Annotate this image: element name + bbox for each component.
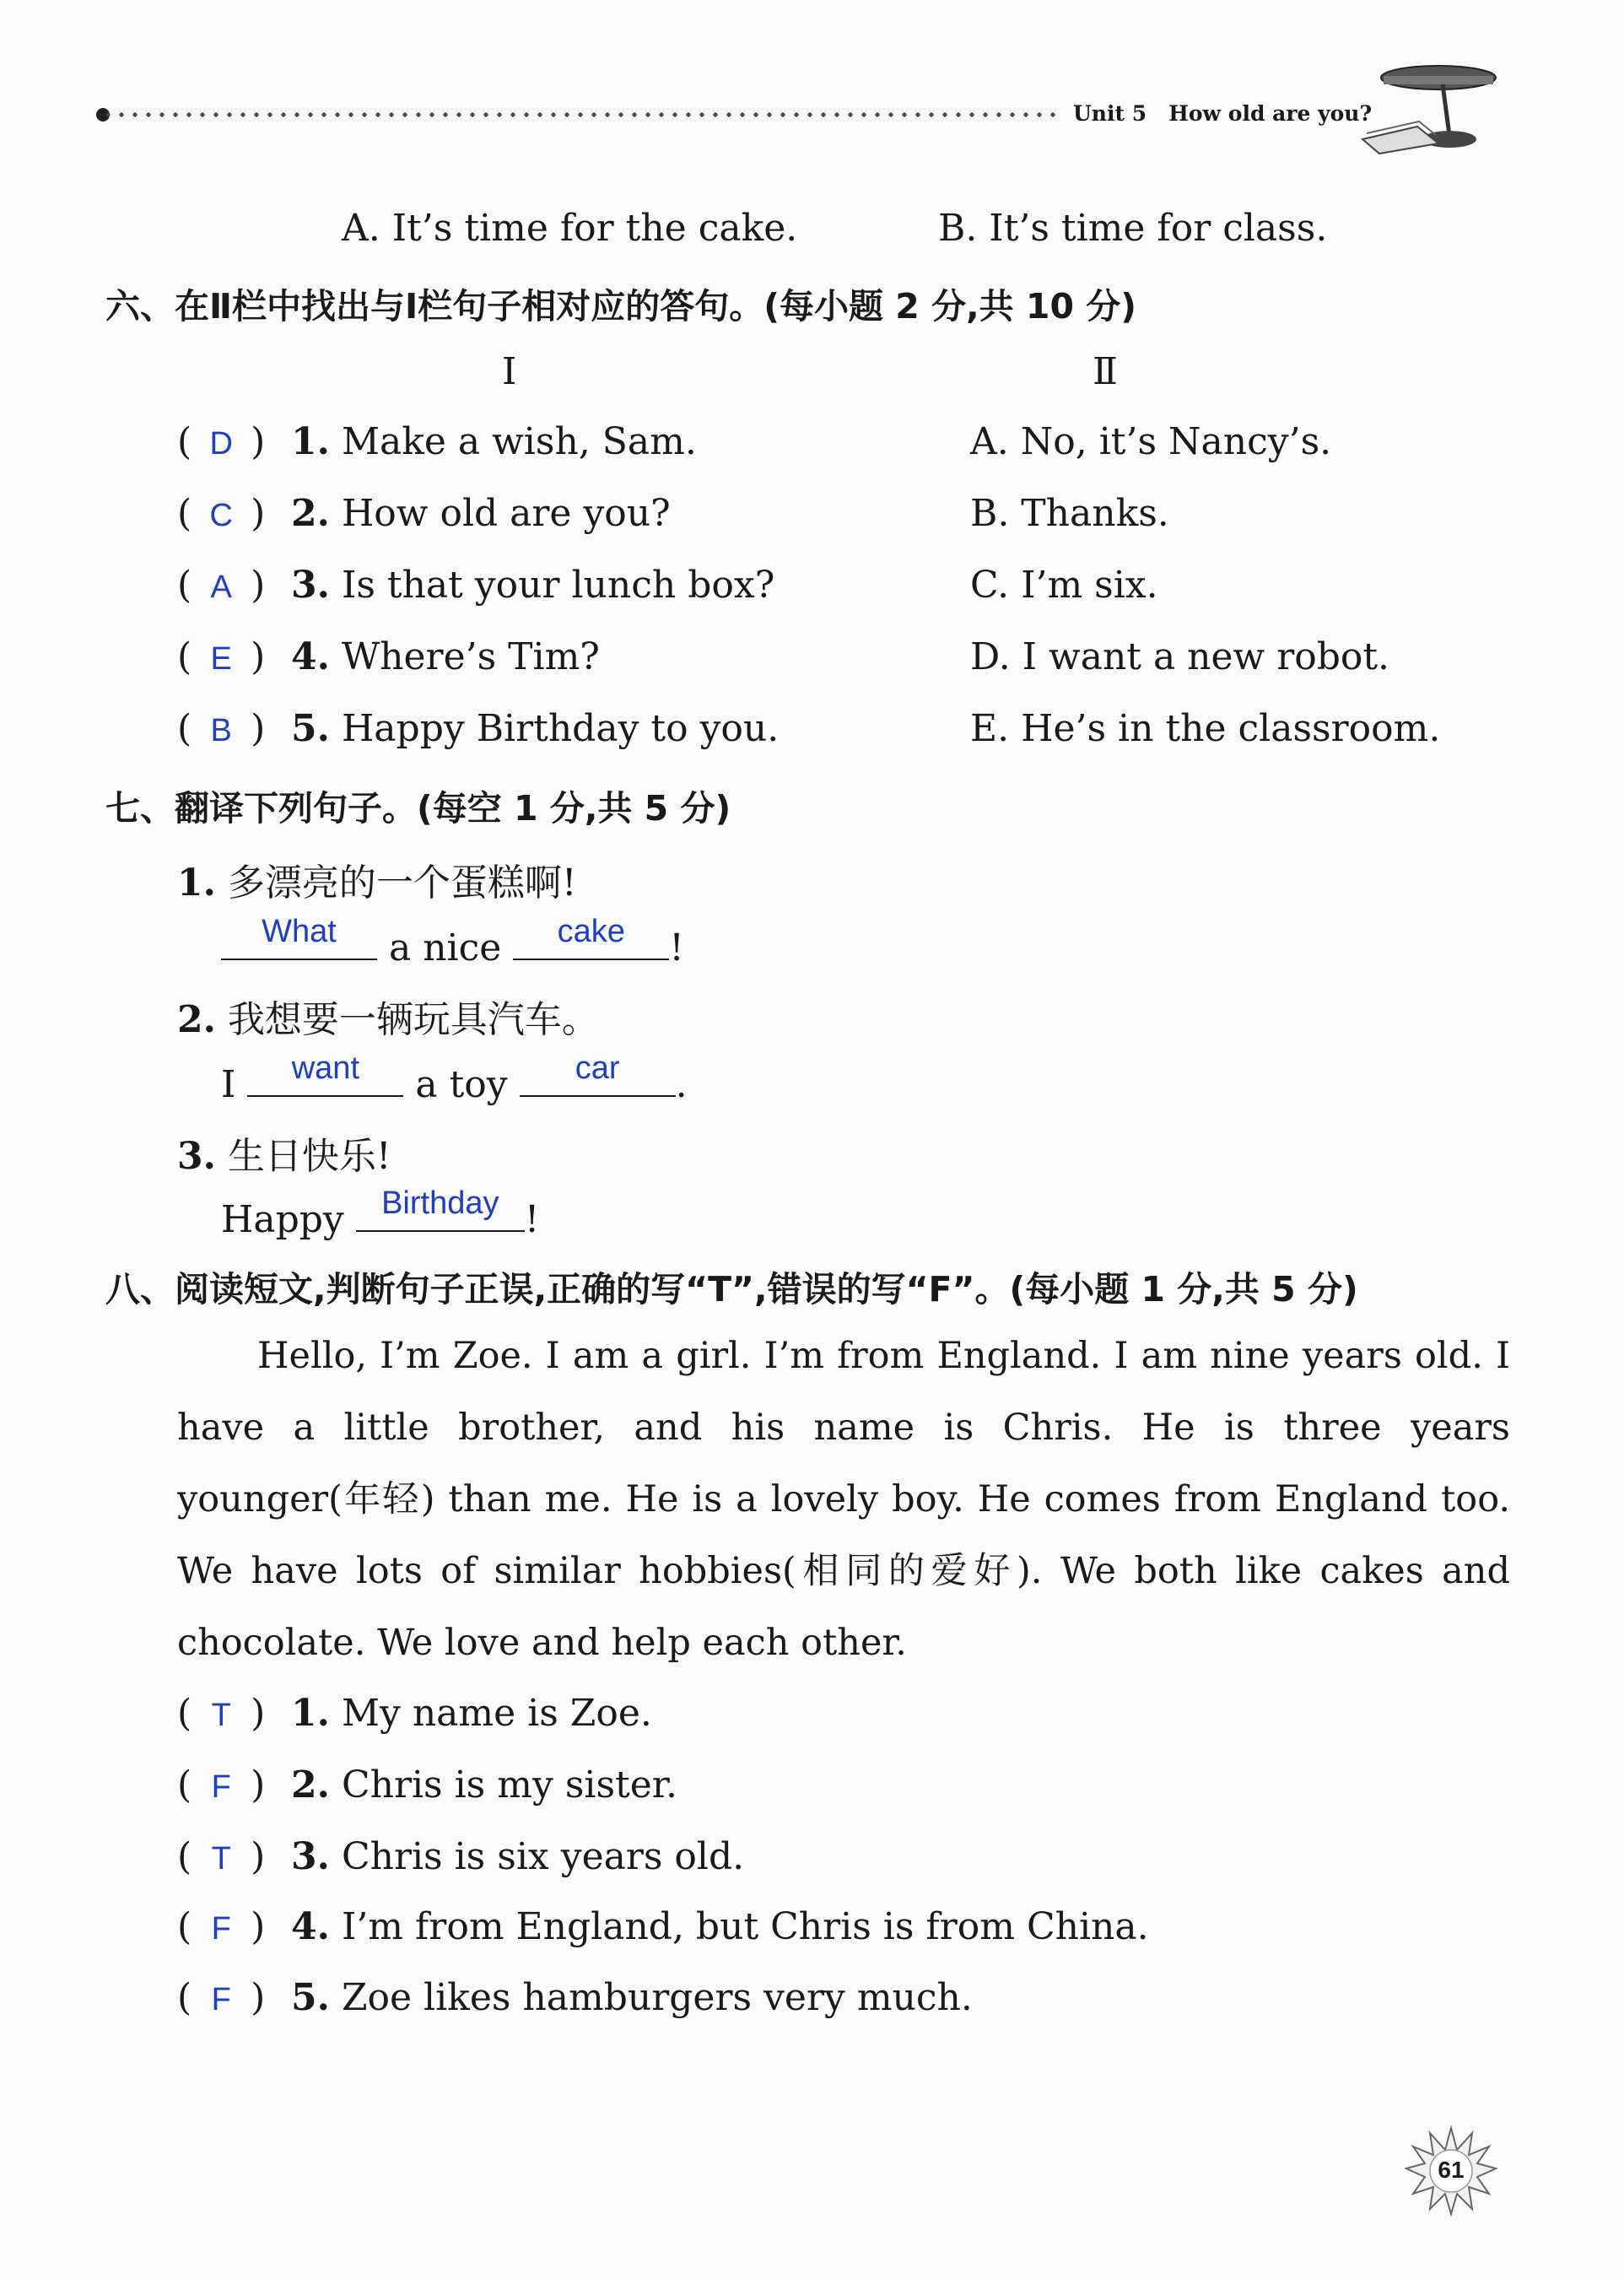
blank <box>221 914 377 960</box>
blank <box>513 914 669 960</box>
option-a: A. No, it’s Nancy’s. <box>970 420 1332 463</box>
answer-mark: Birthday <box>381 1185 499 1221</box>
answer-mark: F <box>211 1769 231 1805</box>
unit-title: How old are you? <box>1168 101 1373 126</box>
header-dotted-rule <box>101 111 1063 118</box>
answer-mark: B <box>210 713 232 748</box>
judgement-item-1: ( T ) 1. My name is Zoe. <box>177 1692 652 1735</box>
answer-mark: F <box>211 1982 231 2017</box>
page-number-badge <box>1405 2125 1497 2217</box>
translation-prompt-2: 2. 我想要一辆玩具汽车。 <box>177 998 599 1041</box>
option-c: C. I’m six. <box>970 564 1158 607</box>
answer-mark: C <box>209 498 233 533</box>
blank <box>356 1185 525 1232</box>
matching-item-4: ( E ) 4. Where’s Tim? <box>177 635 600 678</box>
judgement-item-4: ( F ) 4. I’m from England, but Chris is from China. <box>177 1905 1149 1948</box>
translation-prompt-3: 3. 生日快乐! <box>177 1135 391 1178</box>
column-1-header: Ⅰ <box>502 350 517 393</box>
judgement-item-3: ( T ) 3. Chris is six years old. <box>177 1835 745 1878</box>
reading-passage: Hello, I’m Zoe. I am a girl. I’m from England. I am nine years old. I have a little brother, and his name is Chris. He is three years younger(年轻) than me. He is a lovely boy. He comes from England too. We have lots of similar hobbies(相同的爱好). We both like cakes and chocolate. We love and help each other. <box>177 1335 1510 1664</box>
carryover-option-a: A. It’s time for the cake. <box>342 207 798 250</box>
answer-mark: F <box>211 1911 231 1947</box>
section6-title: 六、在Ⅱ栏中找出与Ⅰ栏句子相对应的答句。(每小题 2 分,共 10 分) <box>105 286 1136 327</box>
option-e: E. He’s in the classroom. <box>970 707 1441 750</box>
matching-item-1: ( D ) 1. Make a wish, Sam. <box>177 420 697 463</box>
translation-answer-1: What a nice cake ! <box>221 921 684 969</box>
blank <box>247 1050 403 1097</box>
option-d: D. I want a new robot. <box>970 635 1390 678</box>
answer-mark: want <box>291 1050 360 1086</box>
translation-prompt-1: 1. 多漂亮的一个蛋糕啊! <box>177 861 577 905</box>
answer-mark: T <box>211 1841 231 1877</box>
desk-lamp-icon <box>1358 59 1506 160</box>
answer-mark: car <box>575 1050 620 1086</box>
column-2-header: Ⅱ <box>1093 350 1118 393</box>
answer-mark: A <box>210 570 232 605</box>
judgement-item-2: ( F ) 2. Chris is my sister. <box>177 1763 677 1806</box>
answer-mark: E <box>210 641 232 677</box>
translation-answer-3: Happy Birthday ! <box>221 1185 540 1241</box>
section8-title: 八、阅读短文,判断句子正误,正确的写“T”,错误的写“F”。(每小题 1 分,共 5 分) <box>105 1269 1358 1310</box>
page-number: 61 <box>1438 2157 1465 2183</box>
matching-item-5: ( B ) 5. Happy Birthday to you. <box>177 707 780 750</box>
matching-item-3: ( A ) 3. Is that your lunch box? <box>177 564 775 607</box>
option-b: B. Thanks. <box>970 492 1169 535</box>
unit-heading <box>1073 101 1372 126</box>
carryover-option-b: B. It’s time for class. <box>938 207 1328 250</box>
section7-title: 七、翻译下列句子。(每空 1 分,共 5 分) <box>105 788 731 829</box>
answer-mark: What <box>262 914 337 949</box>
answer-mark: T <box>211 1698 231 1733</box>
matching-item-2: ( C ) 2. How old are you? <box>177 492 671 535</box>
blank <box>520 1050 676 1097</box>
answer-mark: cake <box>557 914 625 949</box>
translation-answer-2: I want a toy car . <box>221 1050 688 1106</box>
answer-mark: D <box>209 426 233 462</box>
unit-label: Unit 5 <box>1073 101 1147 126</box>
judgement-item-5: ( F ) 5. Zoe likes hamburgers very much. <box>177 1976 973 2019</box>
